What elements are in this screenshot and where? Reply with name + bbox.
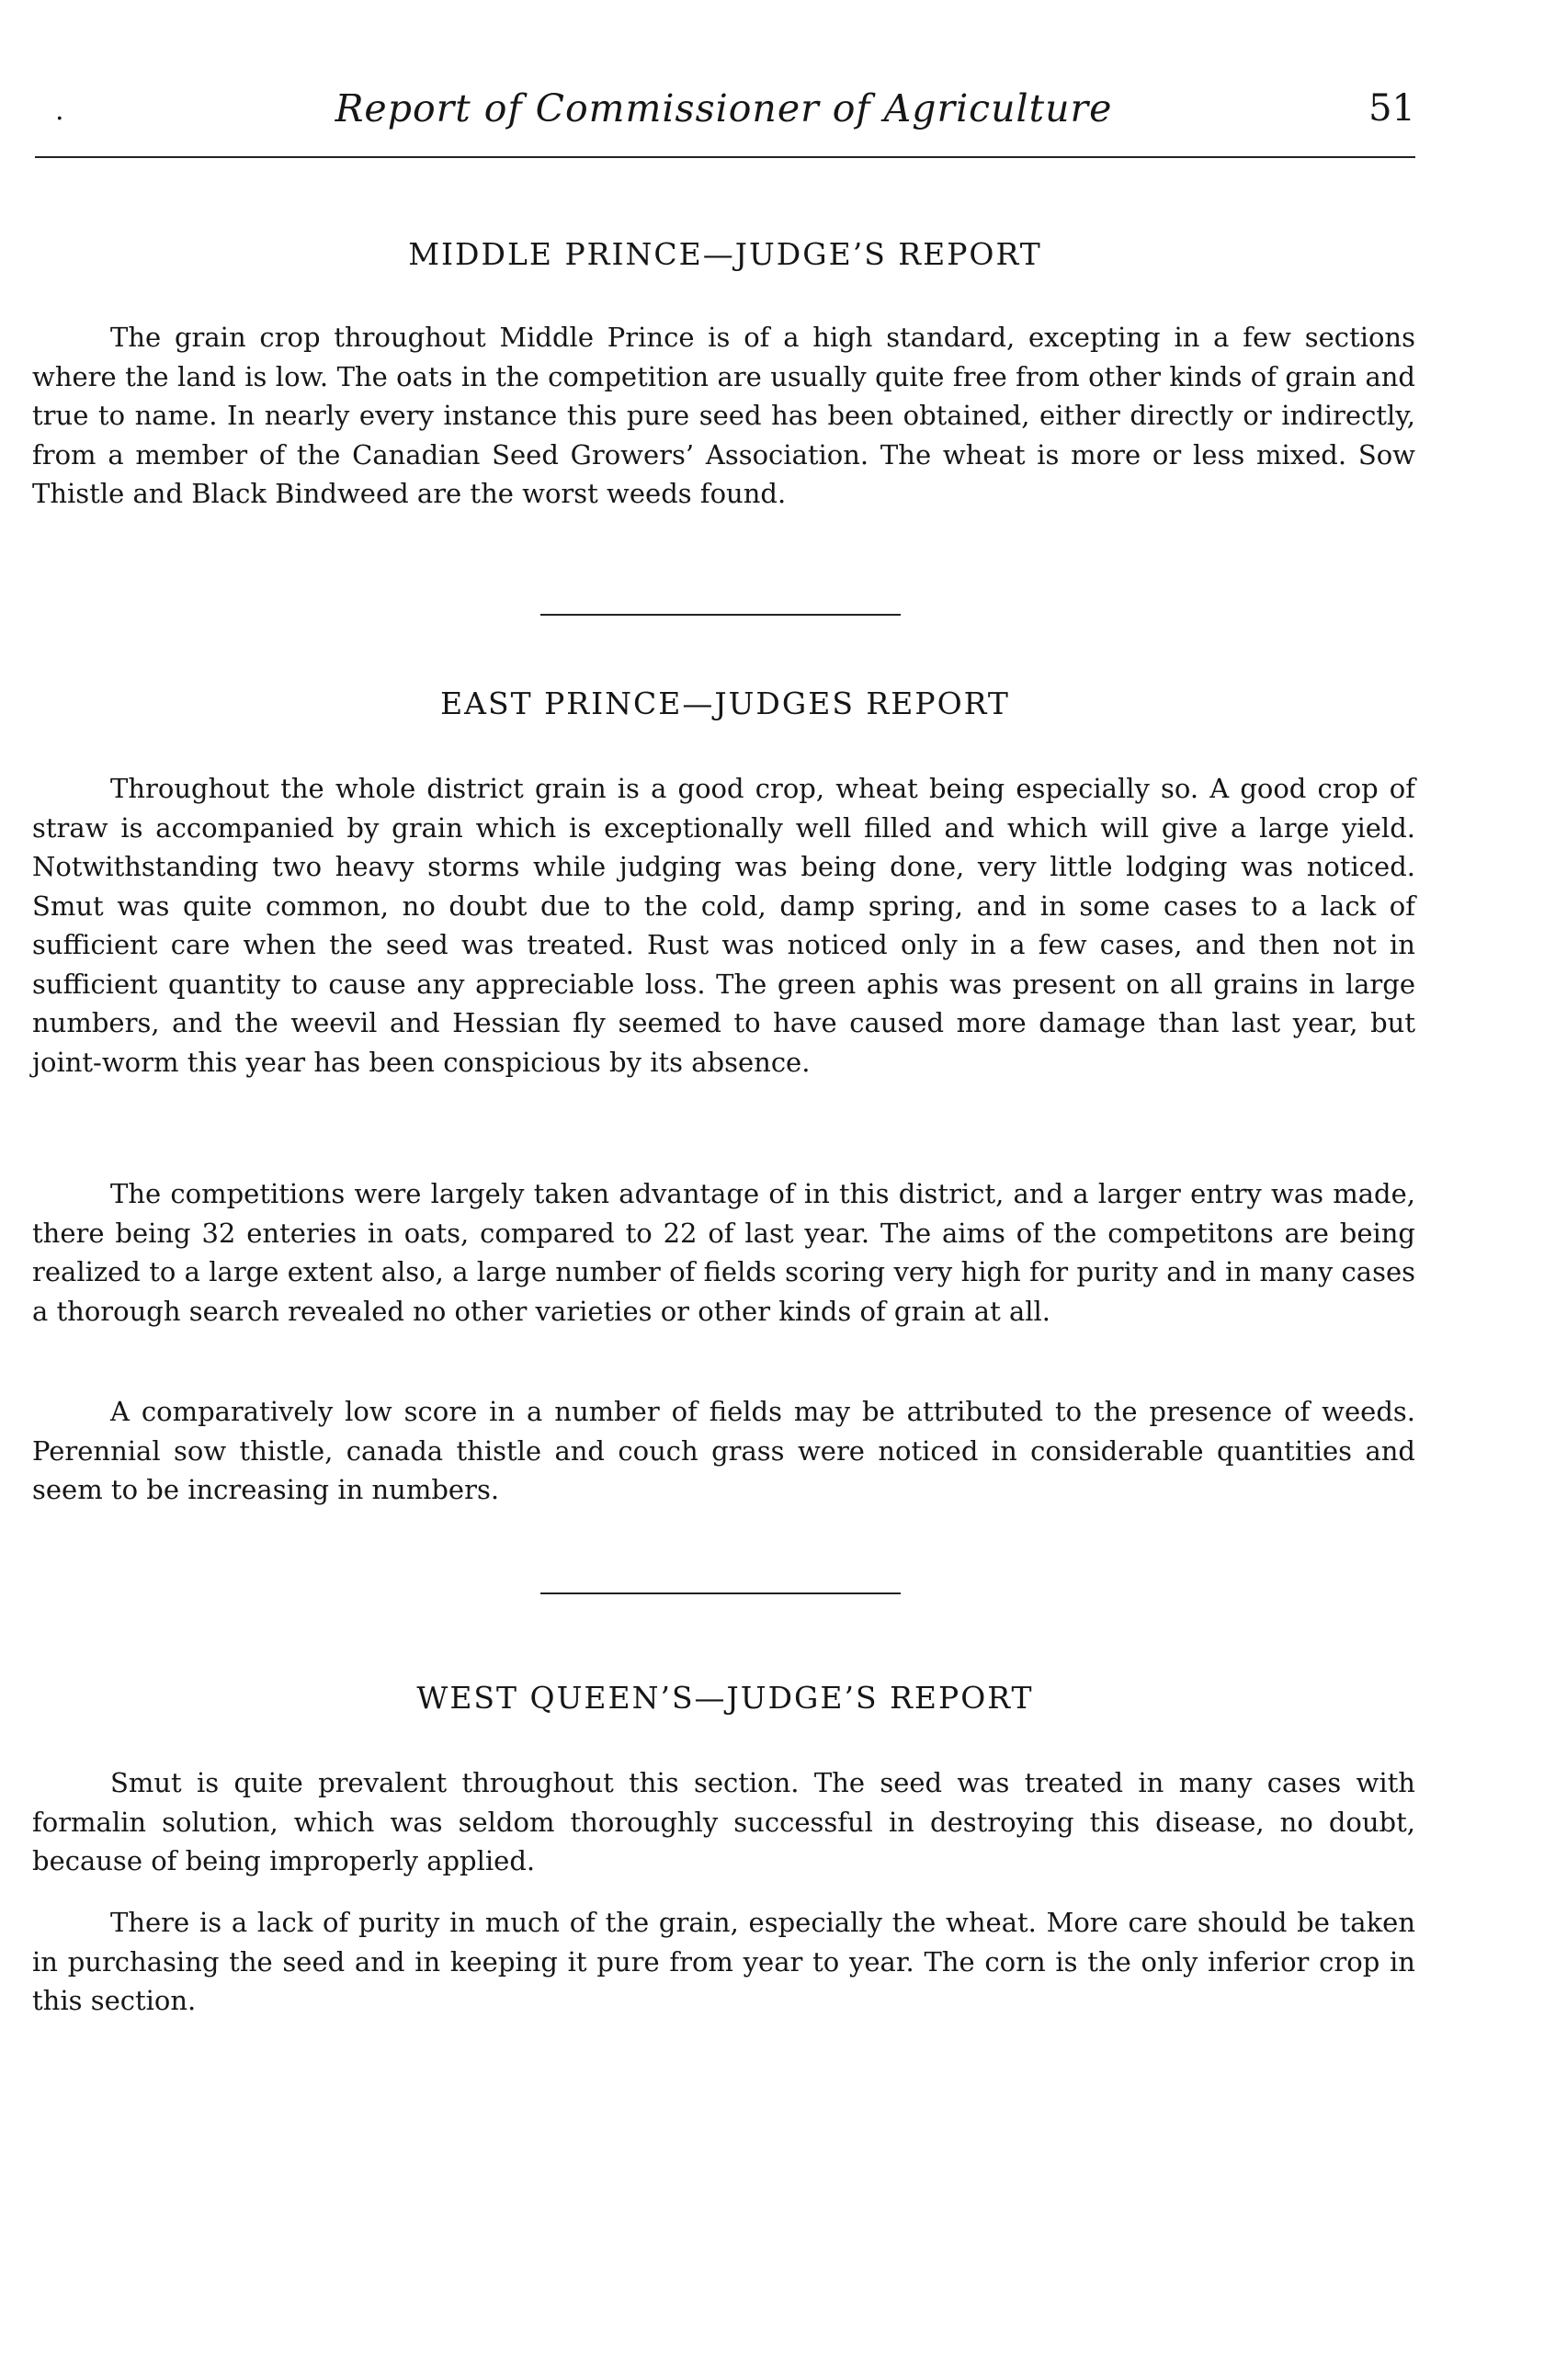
header-rule bbox=[35, 156, 1415, 158]
section-heading-middle-prince: MIDDLE PRINCE—JUDGE’S REPORT bbox=[408, 236, 1042, 272]
section-heading-west-queens: WEST QUEEN’S—JUDGE’S REPORT bbox=[416, 1680, 1034, 1716]
running-header bbox=[32, 81, 1415, 136]
paragraph-middle-prince-1: The grain crop throughout Middle Prince is of a high standard, excepting in a few sections where the land is low. The oats in the competition are usually quite free from other kinds of grain and true to name. In nearly every instance this pure seed has been obtained, either directly or indirectly, from a member of the Canadian Seed Growers’ Association. The wheat is more or less mixed. Sow Thistle and Black Bindweed are the worst weeds found. bbox=[32, 322, 1415, 509]
paragraph-east-prince-2: The competitions were largely taken advantage of in this district, and a larger entry was made, there being 32 enteries in oats, compared to 22 of last year. The aims of the competitons are being realized to a large extent also, a large number of fields scoring very high for purity and in many cases a thorough search revealed no other varieties or other kinds of grain at all. bbox=[32, 1178, 1415, 1327]
paragraph-east-prince-1: Throughout the whole district grain is a good crop, wheat being especially so. A good crop of straw is accompanied by grain which is exceptionally well filled and which will give a large yield. Notwithstanding two heavy storms while judging was being done, very little lodging was noticed. Smut was quite common, no doubt due to the cold, damp spring, and in some cases to a lack of sufficient care when the seed was treated. Rust was noticed only in a few cases, and then not in sufficient quantity to cause any appreciable loss. The green aphis was present on all grains in large numbers, and the weevil and Hessian fly seemed to have caused more damage than last year, but joint-worm this year has been conspicious by its absence. bbox=[32, 773, 1415, 1078]
section-heading-east-prince: EAST PRINCE—JUDGES REPORT bbox=[440, 686, 1010, 721]
paragraph-east-prince-3: A comparatively low score in a number of fields may be attributed to the presence of weeds. Perennial sow thistle, canada thistle and couch grass were noticed in considerable quantities and seem to be increasing in numbers. bbox=[32, 1396, 1415, 1505]
running-header-title: Report of Commissioner of Agriculture bbox=[335, 86, 1113, 130]
page-number: 51 bbox=[1368, 87, 1415, 130]
section-divider-2 bbox=[540, 1592, 901, 1594]
paragraph-west-queens-2: There is a lack of purity in much of the grain, especially the wheat. More care should be taken in purchasing the seed and in keeping it pure from year to year. The corn is the only inferior crop in this section. bbox=[32, 1907, 1415, 2016]
section-divider-1 bbox=[540, 614, 901, 616]
header-lead-mark: . bbox=[55, 95, 64, 127]
paragraph-west-queens-1: Smut is quite prevalent throughout this section. The seed was treated in many cases with formalin solution, which was seldom thoroughly successful in destroying this disease, no doubt, because of being improperly applied. bbox=[32, 1767, 1415, 1876]
